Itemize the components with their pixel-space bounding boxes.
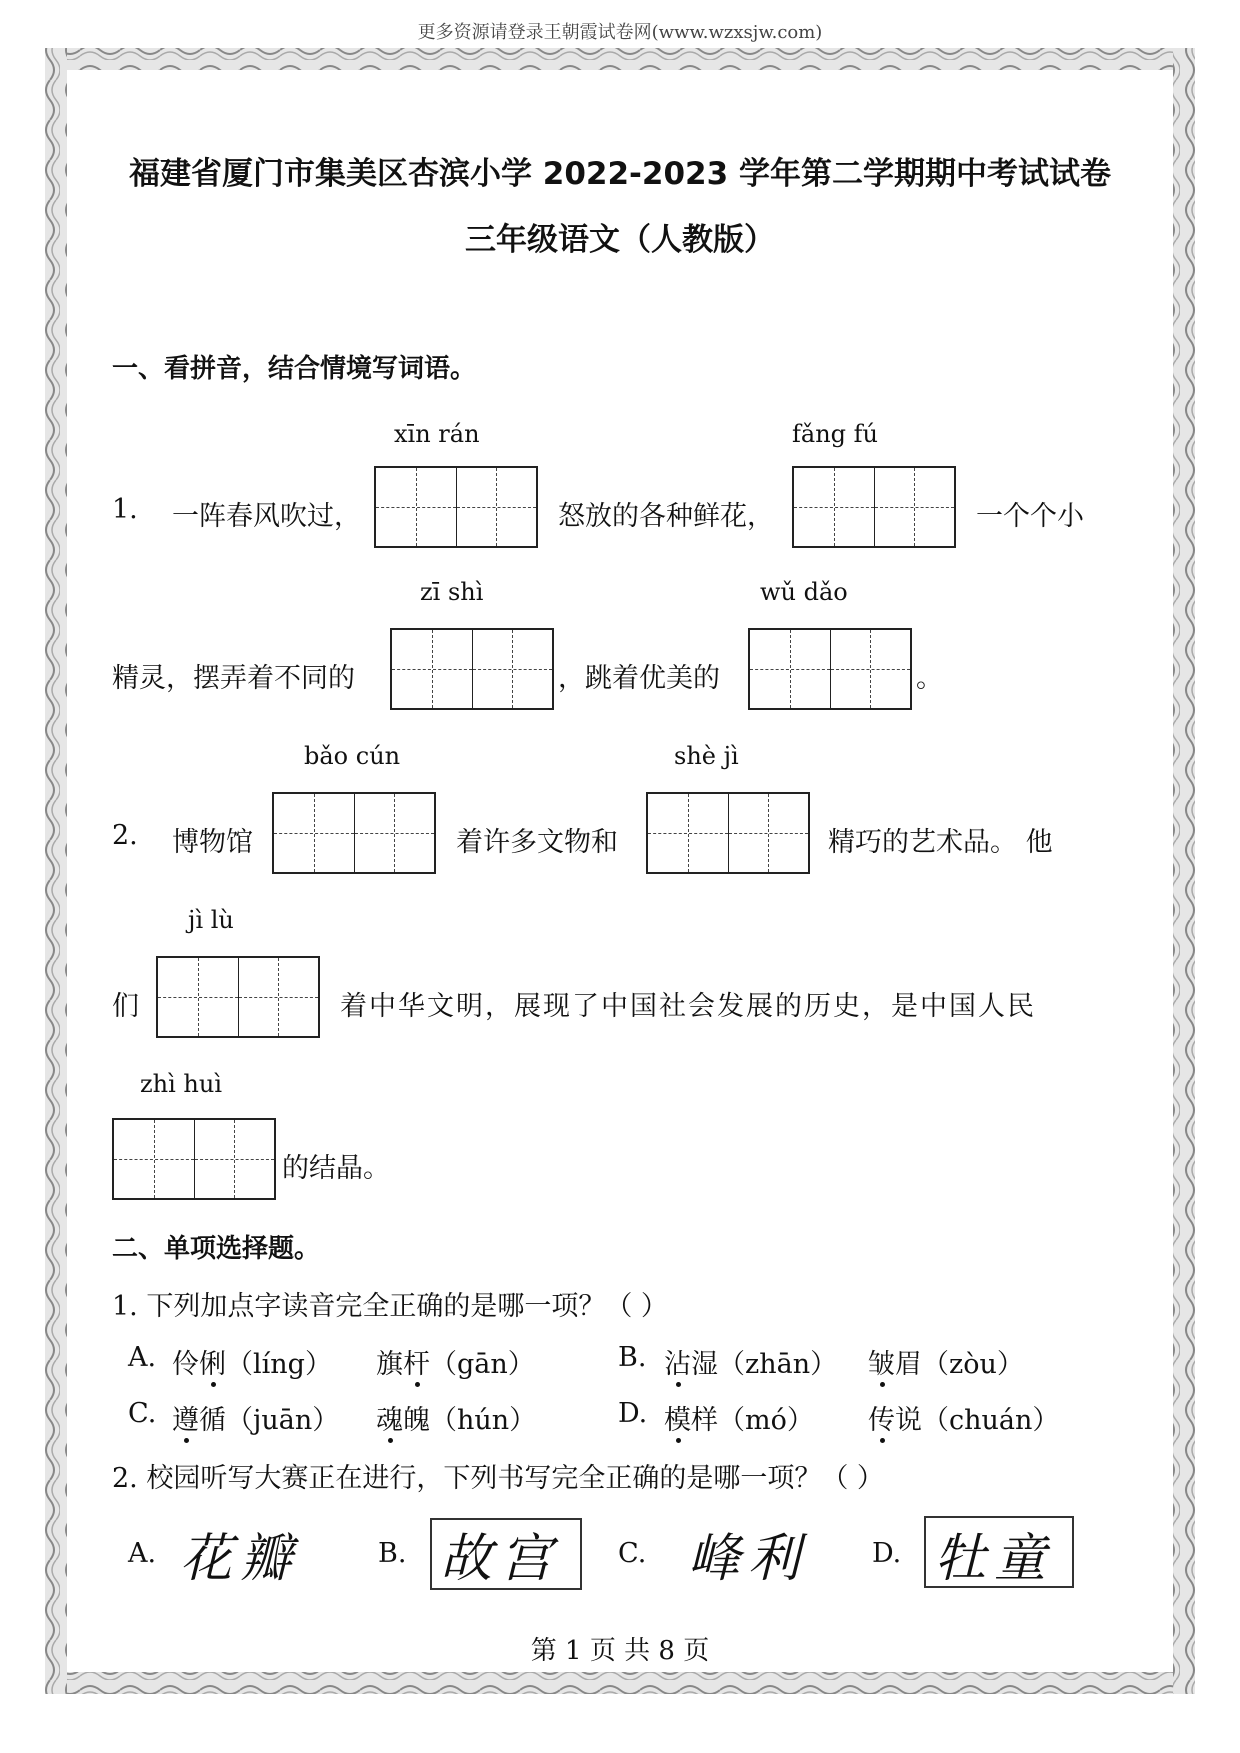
- q1-text-1: 一阵春风吹过，: [172, 501, 361, 532]
- pinyin-xinran: xīn rán: [394, 420, 480, 448]
- handwritten-word-c: 峰利: [688, 1529, 809, 1589]
- option-b-word2-dotted-char: 皱: [868, 1342, 895, 1381]
- q1-text-2: 怒放的各种鲜花，: [558, 501, 774, 532]
- q1-number: 1.: [112, 494, 138, 525]
- option-a-word1: [172, 1342, 332, 1381]
- option-d-label[interactable]: D.: [872, 1538, 902, 1569]
- option-a-label[interactable]: A.: [128, 1538, 157, 1569]
- option-d-word2-dotted-char: 传: [868, 1398, 895, 1437]
- option-a-word2-char1: 旗: [376, 1349, 403, 1380]
- q1-text-4: 精灵，摆弄着不同的: [112, 663, 355, 694]
- q2-text-5: 着中华文明，展现了中国社会发展的历史，是中国人民: [340, 991, 1036, 1022]
- pinyin-wudao: wǔ dǎo: [760, 578, 848, 606]
- section2-heading: 二、单项选择题。: [112, 1234, 321, 1264]
- option-a-word1-dotted-char: 俐: [199, 1342, 226, 1381]
- option-a-word2-pinyin: （gān）: [430, 1349, 535, 1380]
- section1-heading: 一、看拼音，结合情境写词语。: [112, 354, 477, 384]
- option-a-label[interactable]: A.: [128, 1342, 157, 1373]
- option-d-word2: [868, 1398, 1059, 1437]
- option-b-word1-char2: 湿: [691, 1349, 718, 1380]
- option-a-word2-dotted-char: 杆: [403, 1342, 430, 1381]
- option-b-word1-pinyin: （zhān）: [718, 1349, 838, 1380]
- option-d-word1-dotted-char: 模: [664, 1398, 691, 1437]
- answer-box-fangfu[interactable]: [792, 466, 956, 548]
- q2-number: 2.: [112, 820, 138, 851]
- option-a-word1-char1: 伶: [172, 1349, 199, 1380]
- option-d-word2-char2: 说: [895, 1405, 922, 1436]
- option-c-word1-pinyin: （juān）: [226, 1405, 340, 1436]
- handwritten-word-d: 牡童: [934, 1529, 1055, 1589]
- option-d-word1-char2: 样: [691, 1405, 718, 1436]
- option-b-word2: [868, 1342, 1024, 1381]
- handwritten-word-a: 花瓣: [180, 1529, 301, 1589]
- q2-text-6: 的结晶。: [282, 1153, 390, 1184]
- option-c-word1-char2: 循: [199, 1405, 226, 1436]
- option-b-word1: [664, 1342, 837, 1381]
- option-b-word2-char2: 眉: [895, 1349, 922, 1380]
- option-c-label[interactable]: C.: [128, 1398, 157, 1429]
- website-note: 更多资源请登录王朝霞试卷网(www.wzxsjw.com): [417, 22, 823, 43]
- exam-subtitle: 三年级语文（人教版）: [465, 222, 775, 258]
- pinyin-sheji: shè jì: [674, 742, 739, 770]
- q1-text-6: 。: [916, 663, 943, 694]
- answer-box-zishi[interactable]: [390, 628, 554, 710]
- page-number: 第 1 页 共 8 页: [530, 1636, 710, 1666]
- answer-box-wudao[interactable]: [748, 628, 912, 710]
- q2-text-4: 们: [112, 991, 139, 1022]
- option-b-word1-dotted-char: 沾: [664, 1342, 691, 1381]
- answer-box-sheji[interactable]: [646, 792, 810, 874]
- q1-text-3: 一个个小: [976, 501, 1084, 532]
- q2-text-1: 博物馆: [172, 827, 253, 858]
- exam-title: 福建省厦门市集美区杏滨小学 2022-2023 学年第二学期期中考试试卷: [128, 156, 1111, 192]
- mc-q1-stem: 1. 下列加点字读音完全正确的是哪一项？（ ）: [112, 1291, 668, 1322]
- option-c-word2-pinyin: （hún）: [430, 1405, 537, 1436]
- option-c-label[interactable]: C.: [618, 1538, 647, 1569]
- option-a-word2: [376, 1342, 535, 1381]
- pinyin-zishi: zī shì: [420, 578, 484, 606]
- pinyin-baocun: bǎo cún: [304, 742, 401, 770]
- option-c-word2-char2: 魄: [403, 1405, 430, 1436]
- pinyin-jilu: jì lù: [188, 906, 234, 934]
- q1-text-5: ，跳着优美的: [558, 663, 720, 694]
- option-b-word2-pinyin: （zòu）: [922, 1349, 1024, 1380]
- q2-text-2: 着许多文物和: [456, 827, 618, 858]
- option-b-label[interactable]: B.: [378, 1538, 407, 1569]
- option-d-word2-pinyin: （chuán）: [922, 1405, 1060, 1436]
- option-c-word2: [376, 1398, 536, 1437]
- q2-text-3: 精巧的艺术品。 他: [828, 827, 1053, 858]
- option-c-word2-dotted-char: 魂: [376, 1398, 403, 1437]
- handwritten-word-b: 故宫: [440, 1529, 561, 1589]
- option-a-word1-pinyin: （líng）: [226, 1349, 332, 1380]
- answer-box-xinran[interactable]: [374, 466, 538, 548]
- pinyin-zhihui: zhì huì: [140, 1070, 222, 1098]
- option-c-word1: [172, 1398, 339, 1437]
- mc-q2-stem: 2. 校园听写大赛正在进行，下列书写完全正确的是哪一项？（ ）: [112, 1463, 884, 1494]
- option-d-label[interactable]: D.: [618, 1398, 648, 1429]
- answer-box-jilu[interactable]: [156, 956, 320, 1038]
- option-b-label[interactable]: B.: [618, 1342, 647, 1373]
- pinyin-fangfu: fǎng fú: [792, 420, 878, 448]
- answer-box-baocun[interactable]: [272, 792, 436, 874]
- answer-box-zhihui[interactable]: [112, 1118, 276, 1200]
- option-d-word1: [664, 1398, 814, 1437]
- option-d-word1-pinyin: （mó）: [718, 1405, 814, 1436]
- option-c-word1-dotted-char: 遵: [172, 1398, 199, 1437]
